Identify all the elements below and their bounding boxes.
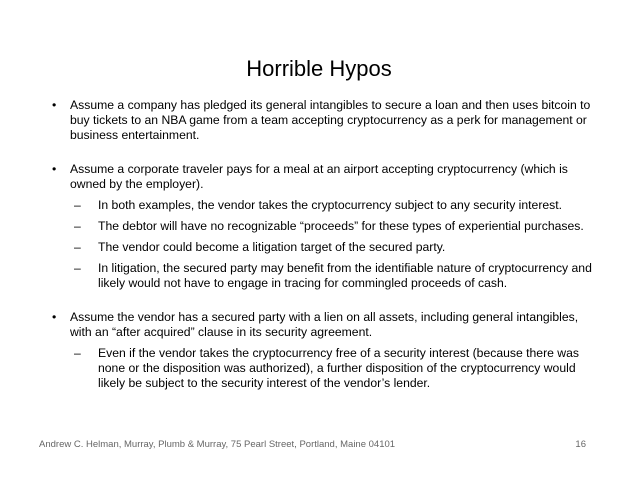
sub-bullet-item <box>48 219 603 234</box>
sub-bullet-mark: – <box>74 261 81 275</box>
bullet-text: Assume a corporate traveler pays for a meal at an airport accepting cryptocurrency (which is owned by the employer). <box>70 162 568 191</box>
bullet-mark: • <box>52 98 57 112</box>
sub-bullet-text: In litigation, the secured party may benefit from the identifiable nature of cryptocurrency and likely would not have to engage in tracing for commingled proceeds of cash. <box>98 261 592 290</box>
page-number: 16 <box>575 439 586 450</box>
slide-title: Horrible Hypos <box>246 56 392 81</box>
sub-bullet-mark: – <box>74 198 81 212</box>
sub-bullet-item <box>48 240 603 255</box>
bullet-text: Assume a company has pledged its general intangibles to secure a loan and then uses bitcoin to buy tickets to an NBA game from a team accepting cryptocurrency as a perk for management or business entertainment. <box>70 98 591 142</box>
sub-bullet-text: The vendor could become a litigation target of the secured party. <box>98 240 446 254</box>
footer-text: Andrew C. Helman, Murray, Plumb & Murray, 75 Pearl Street, Portland, Maine 04101 <box>39 439 396 450</box>
bullet-mark: • <box>52 310 57 324</box>
sub-bullet-item <box>48 346 603 391</box>
bullet-item <box>48 98 603 143</box>
bullet-item <box>48 310 603 340</box>
sub-bullet-item <box>48 261 603 291</box>
sub-bullet-text: In both examples, the vendor takes the cryptocurrency subject to any security interest. <box>98 198 563 212</box>
bullet-mark: • <box>52 162 57 176</box>
sub-bullet-item <box>48 198 603 213</box>
slide-footer <box>39 439 586 451</box>
sub-bullet-mark: – <box>74 219 81 233</box>
slide-content <box>48 98 603 391</box>
sub-bullet-text: The debtor will have no recognizable “proceeds” for these types of experiential purchases. <box>98 219 584 233</box>
bullet-item <box>48 162 603 192</box>
bullet-text: Assume the vendor has a secured party with a lien on all assets, including general intangibles, with an “after acquired” clause in its security agreement. <box>70 310 579 339</box>
sub-bullet-text: Even if the vendor takes the cryptocurrency free of a security interest (because there was none or the disposition was authorized), a further disposition of the cryptocurrency would likely be subject to the security interest of the vendor’s lender. <box>98 346 579 390</box>
sub-bullet-mark: – <box>74 240 81 254</box>
sub-bullet-mark: – <box>74 346 81 360</box>
